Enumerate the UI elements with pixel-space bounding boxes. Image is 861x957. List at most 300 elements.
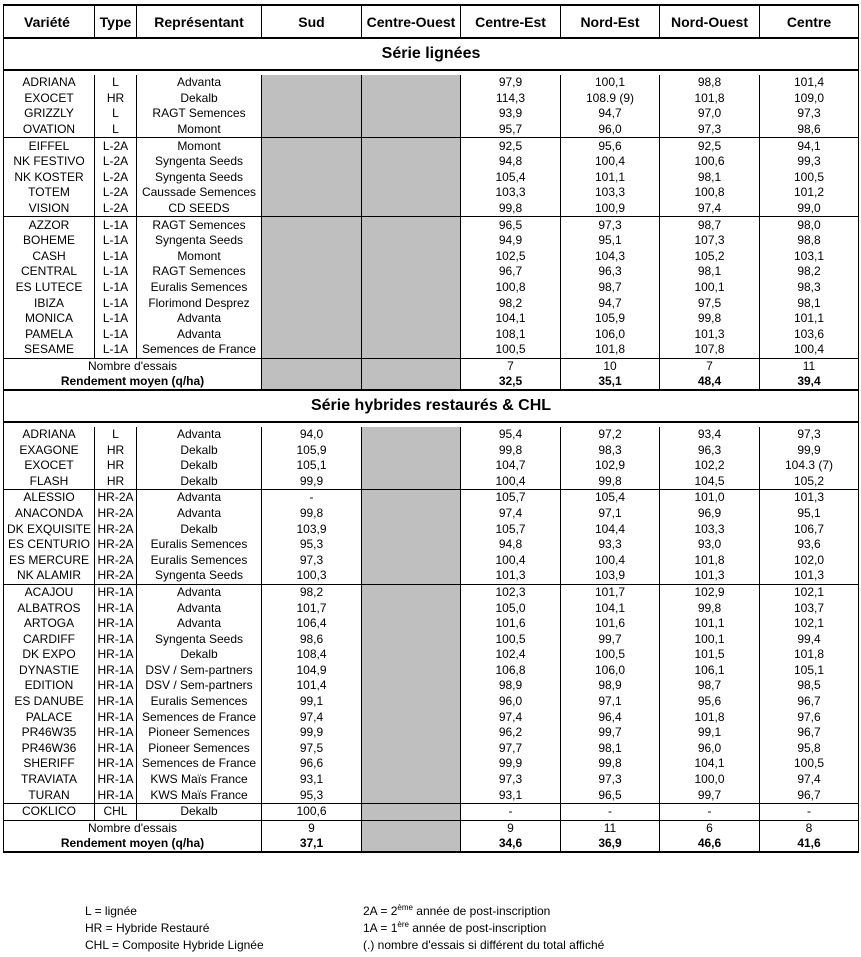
table-cell: - (561, 803, 660, 820)
table-cell: ANACONDA (4, 506, 95, 522)
table-cell (262, 280, 362, 296)
table-cell: 104,1 (660, 756, 760, 772)
table-cell: HR-1A (95, 772, 137, 788)
table-cell: 97,4 (461, 709, 561, 725)
table-cell: GRIZZLY (4, 106, 95, 122)
table-cell (362, 663, 461, 679)
table-cell: 100,5 (760, 756, 859, 772)
table-cell: 96,7 (760, 787, 859, 803)
table-cell (362, 249, 461, 265)
table-cell: PAMELA (4, 327, 95, 343)
table-cell: 103,7 (760, 600, 859, 616)
table-cell: 105,4 (561, 490, 660, 506)
mean-yield-cell: 36,9 (561, 836, 660, 852)
table-cell: HR-2A (95, 521, 137, 537)
table-row (4, 106, 859, 122)
table-cell: L-2A (95, 154, 137, 170)
trial-count-cell: 7 (461, 358, 561, 374)
table-cell (362, 616, 461, 632)
table-cell: L (95, 427, 137, 443)
table-cell: 105,7 (461, 490, 561, 506)
table-cell: Dekalb (137, 91, 262, 107)
table-cell: PALACE (4, 709, 95, 725)
table-cell (362, 458, 461, 474)
table-cell: HR-2A (95, 506, 137, 522)
table-cell (362, 678, 461, 694)
mean-yield-row (4, 374, 859, 390)
table-cell: 96,3 (660, 442, 760, 458)
table-row (4, 91, 859, 107)
header-row (4, 5, 859, 38)
legend-item: HR = Hybride Restauré (85, 921, 210, 935)
table-cell (262, 249, 362, 265)
table-row (4, 709, 859, 725)
table-cell: 101,0 (660, 490, 760, 506)
table-cell: EIFFEL (4, 138, 95, 154)
trial-count-cell: 10 (561, 358, 660, 374)
table-cell: HR-1A (95, 709, 137, 725)
trial-count-cell (362, 820, 461, 836)
table-row (4, 631, 859, 647)
table-cell: 104,4 (561, 521, 660, 537)
table-cell: 102,9 (660, 584, 760, 600)
trial-count-cell: 9 (461, 820, 561, 836)
table-cell: 99,8 (262, 506, 362, 522)
table-cell: 100,9 (561, 201, 660, 217)
table-cell: - (660, 803, 760, 820)
section-title: Série hybrides restaurés & CHL (4, 390, 859, 422)
table-cell: L-1A (95, 280, 137, 296)
mean-yield-label: Rendement moyen (q/ha) (4, 374, 262, 390)
table-cell (362, 600, 461, 616)
table-cell: CENTRAL (4, 264, 95, 280)
table-cell: 96,5 (561, 787, 660, 803)
mean-yield-cell (362, 836, 461, 852)
table-cell: TRAVIATA (4, 772, 95, 788)
table-cell: Syngenta Seeds (137, 154, 262, 170)
table-cell: 102,1 (760, 584, 859, 600)
table-cell (362, 233, 461, 249)
table-cell: 107,8 (660, 342, 760, 358)
table-cell: COKLICO (4, 803, 95, 820)
table-cell (362, 427, 461, 443)
table-cell: 93,3 (561, 537, 660, 553)
mean-yield-cell: 48,4 (660, 374, 760, 390)
column-header: Variété (4, 5, 95, 38)
table-cell: 98,9 (561, 678, 660, 694)
table-cell: L-2A (95, 201, 137, 217)
trial-count-cell (262, 358, 362, 374)
table-cell: 104.3 (7) (760, 458, 859, 474)
column-header: Nord-Ouest (660, 5, 760, 38)
legend-text: 2A = 2 (363, 904, 398, 918)
mean-yield-row (4, 836, 859, 852)
legend-item (363, 937, 604, 954)
table-cell (262, 75, 362, 91)
table-row (4, 552, 859, 568)
table-cell: 99,9 (760, 442, 859, 458)
mean-yield-cell (362, 374, 461, 390)
trial-count-row (4, 358, 859, 374)
table-cell: 97,3 (760, 106, 859, 122)
table-cell: 99,9 (461, 756, 561, 772)
table-cell: Advanta (137, 427, 262, 443)
table-cell: Syngenta Seeds (137, 631, 262, 647)
table-cell: 101,8 (561, 342, 660, 358)
table-cell: 103,3 (561, 185, 660, 201)
table-cell (362, 725, 461, 741)
table-cell: DK EXPO (4, 647, 95, 663)
table-cell (362, 327, 461, 343)
table-cell: 103,3 (461, 185, 561, 201)
table-cell (262, 122, 362, 138)
table-cell: VISION (4, 201, 95, 217)
table-cell (262, 138, 362, 154)
table-row (4, 772, 859, 788)
trial-count-cell: 6 (660, 820, 760, 836)
table-cell: Dekalb (137, 803, 262, 820)
table-cell: HR-1A (95, 741, 137, 757)
trial-count-cell: 7 (660, 358, 760, 374)
table-cell (262, 201, 362, 217)
table-cell: CARDIFF (4, 631, 95, 647)
mean-yield-cell (262, 374, 362, 390)
mean-yield-label: Rendement moyen (q/ha) (4, 836, 262, 852)
table-cell: 103,3 (660, 521, 760, 537)
table-cell: 101,1 (561, 170, 660, 186)
table-row (4, 600, 859, 616)
table-cell: Dekalb (137, 442, 262, 458)
table-row (4, 295, 859, 311)
table-cell: Semences de France (137, 342, 262, 358)
table-cell: HR-1A (95, 725, 137, 741)
table-cell: Caussade Semences (137, 185, 262, 201)
table-cell: 98,1 (561, 741, 660, 757)
table-cell: BOHEME (4, 233, 95, 249)
table-row (4, 311, 859, 327)
table-cell: 96,7 (760, 725, 859, 741)
table-cell: L-1A (95, 295, 137, 311)
table-cell: 102,0 (760, 552, 859, 568)
table-cell: 97,4 (262, 709, 362, 725)
table-cell: L-1A (95, 311, 137, 327)
table-cell: - (760, 803, 859, 820)
table-cell: 99,0 (760, 201, 859, 217)
table-cell: 94,0 (262, 427, 362, 443)
table-cell: 98,7 (660, 678, 760, 694)
table-cell: HR-1A (95, 647, 137, 663)
table-cell: 96,0 (660, 741, 760, 757)
table-cell: TOTEM (4, 185, 95, 201)
table-row (4, 568, 859, 584)
table-cell: 92,5 (461, 138, 561, 154)
table-cell: 99,7 (561, 725, 660, 741)
table-cell: 97,3 (561, 772, 660, 788)
table-cell: 109,0 (760, 91, 859, 107)
table-row (4, 616, 859, 632)
table-cell: 105,9 (561, 311, 660, 327)
table-row (4, 154, 859, 170)
trial-count-cell (362, 358, 461, 374)
table-cell: 101,3 (461, 568, 561, 584)
table-cell: 102,9 (561, 458, 660, 474)
table-cell: 98,1 (660, 170, 760, 186)
table-row (4, 741, 859, 757)
table-cell: 97,5 (262, 741, 362, 757)
table-cell: L-1A (95, 342, 137, 358)
table-cell: Euralis Semences (137, 694, 262, 710)
table-cell: Dekalb (137, 473, 262, 489)
table-row (4, 584, 859, 600)
table-cell: 95,3 (262, 787, 362, 803)
table-cell: 100,3 (262, 568, 362, 584)
table-cell: NK FESTIVO (4, 154, 95, 170)
table-cell: 94,1 (760, 138, 859, 154)
table-cell (262, 264, 362, 280)
table-cell: 98,9 (461, 678, 561, 694)
table-cell: 94,8 (461, 537, 561, 553)
mean-yield-cell: 46,6 (660, 836, 760, 852)
table-cell: NK KOSTER (4, 170, 95, 186)
table-cell (362, 787, 461, 803)
table-cell (362, 170, 461, 186)
table-cell: 98,0 (760, 217, 859, 233)
table-row (4, 217, 859, 233)
trial-count-row (4, 820, 859, 836)
table-cell: RAGT Semences (137, 264, 262, 280)
table-cell: HR-2A (95, 490, 137, 506)
table-cell (362, 490, 461, 506)
mean-yield-cell: 37,1 (262, 836, 362, 852)
table-cell: HR-1A (95, 756, 137, 772)
table-cell: 98,7 (561, 280, 660, 296)
table-cell: Florimond Desprez (137, 295, 262, 311)
table-cell (362, 185, 461, 201)
table-cell: ES MERCURE (4, 552, 95, 568)
table-cell: 98,8 (760, 233, 859, 249)
table-cell: 103,9 (561, 568, 660, 584)
table-cell: 104,9 (262, 663, 362, 679)
table-row (4, 233, 859, 249)
table-cell: 101,8 (660, 91, 760, 107)
table-cell: 104,5 (660, 473, 760, 489)
table-cell: L (95, 122, 137, 138)
table-cell: 99,9 (262, 725, 362, 741)
table-cell: 99,1 (660, 725, 760, 741)
table-row (4, 756, 859, 772)
table-cell: DSV / Sem-partners (137, 663, 262, 679)
table-cell (262, 295, 362, 311)
table-cell: 101,3 (660, 568, 760, 584)
table-cell: Dekalb (137, 521, 262, 537)
table-cell: 94,7 (561, 295, 660, 311)
table-cell: MONICA (4, 311, 95, 327)
table-cell: 93,1 (461, 787, 561, 803)
table-cell (262, 327, 362, 343)
section-title: Série lignées (4, 38, 859, 70)
table-cell: 97,3 (760, 427, 859, 443)
table-cell: 104,1 (461, 311, 561, 327)
table-cell: 99,3 (760, 154, 859, 170)
table-cell (362, 772, 461, 788)
table-cell: 102,1 (760, 616, 859, 632)
table-cell: EDITION (4, 678, 95, 694)
table-cell: EXAGONE (4, 442, 95, 458)
table-cell (362, 295, 461, 311)
column-header: Nord-Est (561, 5, 660, 38)
mean-yield-cell: 32,5 (461, 374, 561, 390)
table-cell (362, 75, 461, 91)
table-cell: 95,8 (760, 741, 859, 757)
table-row (4, 264, 859, 280)
table-row (4, 678, 859, 694)
table-cell (362, 138, 461, 154)
table-row (4, 787, 859, 803)
table-cell: ADRIANA (4, 427, 95, 443)
legend-item (363, 903, 604, 920)
table-cell: 102,5 (461, 249, 561, 265)
table-cell: 101,7 (262, 600, 362, 616)
table-cell: 97,2 (561, 427, 660, 443)
table-cell: 101,6 (461, 616, 561, 632)
table-row (4, 663, 859, 679)
table-cell: DYNASTIE (4, 663, 95, 679)
table-cell: Euralis Semences (137, 552, 262, 568)
table-cell (362, 122, 461, 138)
table-cell: 99,8 (561, 473, 660, 489)
table-cell: 102,4 (461, 647, 561, 663)
table-cell: L (95, 75, 137, 91)
table-cell: Syngenta Seeds (137, 233, 262, 249)
table-cell: 99,8 (660, 600, 760, 616)
column-header: Centre-Ouest (362, 5, 461, 38)
table-cell: L-1A (95, 327, 137, 343)
table-cell: CHL (95, 803, 137, 820)
mean-yield-cell: 39,4 (760, 374, 859, 390)
table-cell: 99,8 (461, 201, 561, 217)
table-cell: HR-1A (95, 678, 137, 694)
table-cell: 98,6 (262, 631, 362, 647)
table-cell: 97,3 (561, 217, 660, 233)
trial-count-cell: 8 (760, 820, 859, 836)
table-cell: - (262, 490, 362, 506)
table-cell: 98,6 (760, 122, 859, 138)
table-cell: IBIZA (4, 295, 95, 311)
trial-count-cell: 11 (561, 820, 660, 836)
table-cell: 98,8 (660, 75, 760, 91)
table-cell: 95,6 (660, 694, 760, 710)
table-cell: 97,7 (461, 741, 561, 757)
table-cell (362, 756, 461, 772)
table-cell (362, 803, 461, 820)
table-cell: CASH (4, 249, 95, 265)
table-cell (362, 568, 461, 584)
table-row (4, 473, 859, 489)
table-cell: Momont (137, 249, 262, 265)
table-cell: Euralis Semences (137, 537, 262, 553)
table-cell: HR-1A (95, 600, 137, 616)
table-cell (362, 442, 461, 458)
table-cell: 100,1 (660, 631, 760, 647)
table-cell (262, 154, 362, 170)
table-cell: ES DANUBE (4, 694, 95, 710)
table-cell: HR-1A (95, 631, 137, 647)
table-cell: Advanta (137, 311, 262, 327)
table-cell: Advanta (137, 600, 262, 616)
table-cell: L-1A (95, 217, 137, 233)
table-cell: ADRIANA (4, 75, 95, 91)
table-cell: 96,9 (660, 506, 760, 522)
table-cell (362, 506, 461, 522)
table-cell: HR-2A (95, 552, 137, 568)
table-cell (362, 537, 461, 553)
table-row (4, 725, 859, 741)
table-cell: L-2A (95, 170, 137, 186)
column-header: Centre (760, 5, 859, 38)
table-cell: 105,7 (461, 521, 561, 537)
table-cell: 103,9 (262, 521, 362, 537)
table-cell: PR46W36 (4, 741, 95, 757)
table-cell: Advanta (137, 75, 262, 91)
table-cell: HR-1A (95, 694, 137, 710)
mean-yield-cell: 41,6 (760, 836, 859, 852)
table-cell: HR (95, 442, 137, 458)
table-cell: 104,7 (461, 458, 561, 474)
table-cell (362, 106, 461, 122)
table-cell: 96,3 (561, 264, 660, 280)
table-cell (362, 647, 461, 663)
table-cell: 100,4 (461, 473, 561, 489)
table-cell: 96,5 (461, 217, 561, 233)
table-cell: 100,8 (461, 280, 561, 296)
table-cell: 106,0 (561, 327, 660, 343)
table-cell: 104,3 (561, 249, 660, 265)
section-title-row (4, 390, 859, 422)
table-cell: 95,4 (461, 427, 561, 443)
table-cell: 100,1 (561, 75, 660, 91)
table-cell: 100,6 (660, 154, 760, 170)
table-cell: 97,3 (262, 552, 362, 568)
table-row (4, 342, 859, 358)
table-cell: 100,8 (660, 185, 760, 201)
table-cell: TURAN (4, 787, 95, 803)
legend-text: 1A = 1 (363, 921, 398, 935)
table-cell: 101,5 (660, 647, 760, 663)
table-cell: 100,4 (561, 154, 660, 170)
table-cell: Advanta (137, 616, 262, 632)
legend-item: L = lignée (85, 904, 137, 918)
legend-right (363, 903, 604, 954)
table-cell: EXOCET (4, 458, 95, 474)
table-cell (362, 201, 461, 217)
table-cell: 99,4 (760, 631, 859, 647)
table-cell: 98,2 (461, 295, 561, 311)
table-cell: 94,8 (461, 154, 561, 170)
table-cell: CD SEEDS (137, 201, 262, 217)
table-cell: 98,7 (660, 217, 760, 233)
table-cell: 96,7 (760, 694, 859, 710)
table-cell: 100,1 (660, 280, 760, 296)
table-cell: 93,1 (262, 772, 362, 788)
table-cell: 93,6 (760, 537, 859, 553)
table-cell: Advanta (137, 584, 262, 600)
table-row (4, 506, 859, 522)
table-cell: 106,7 (760, 521, 859, 537)
table-cell: 95,7 (461, 122, 561, 138)
variety-results-table (3, 4, 859, 853)
table-row (4, 490, 859, 506)
table-cell: 106,1 (660, 663, 760, 679)
